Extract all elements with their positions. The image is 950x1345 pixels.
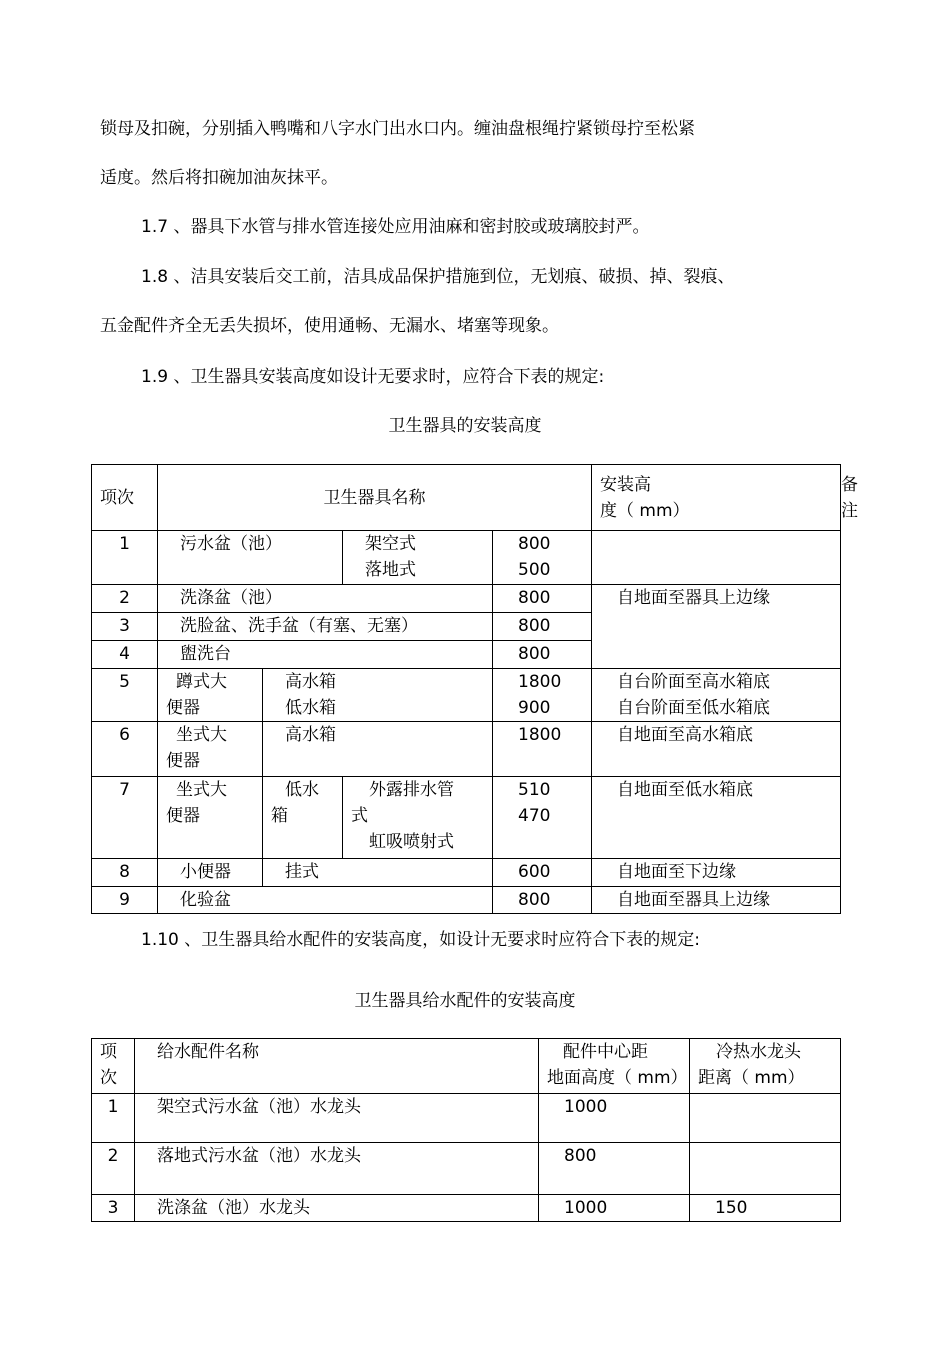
name-line1: 蹲式大 xyxy=(176,672,227,692)
drain-line1: 外露排水管 xyxy=(369,780,454,800)
table-row xyxy=(92,1143,841,1195)
row-no: 3 xyxy=(92,1195,135,1222)
subtype-line2: 落地式 xyxy=(365,560,416,580)
install-height: 800 xyxy=(493,641,592,669)
table-row xyxy=(92,585,841,613)
row-no: 8 xyxy=(92,859,158,887)
paragraph-1: 锁母及扣碗，分别插入鸭嘴和八字水门出水口内。缠油盘根绳拧紧锁母拧至松紧 xyxy=(100,119,695,139)
table-row xyxy=(92,669,841,722)
height-line2: 900 xyxy=(518,698,551,718)
name-line1: 坐式大 xyxy=(176,780,227,800)
fixture-drain-type xyxy=(343,777,493,859)
fixture-name: 小便器 xyxy=(158,859,263,887)
paragraph-1-8-cont: 五金配件齐全无丢失损坏，使用通畅、无漏水、堵塞等现象。 xyxy=(100,316,559,336)
installation-height-table xyxy=(91,464,858,914)
height-line2: 470 xyxy=(518,806,551,826)
fixture-subtype: 挂式 xyxy=(263,859,493,887)
fixture-name xyxy=(158,669,263,722)
paragraph-1-10: 1.10 、卫生器具给水配件的安装高度，如设计无要求时应符合下表的规定: xyxy=(141,930,700,950)
row-no: 3 xyxy=(92,613,158,641)
remark: 自地面至器具上边缘 xyxy=(592,585,841,669)
row-no: 2 xyxy=(92,585,158,613)
fixture-subtype: 高水箱 xyxy=(263,722,493,777)
paragraph-1-9: 1.9 、卫生器具安装高度如设计无要求时，应符合下表的规定: xyxy=(141,367,605,387)
paragraph-2: 适度。然后将扣碗加油灰抹平。 xyxy=(100,168,338,188)
row-no: 5 xyxy=(92,669,158,722)
tap-distance: 150 xyxy=(690,1195,841,1222)
table-row xyxy=(92,887,841,914)
fitting-name: 落地式污水盆（池）水龙头 xyxy=(135,1143,539,1195)
subtype-line1: 低水 xyxy=(285,780,319,800)
paragraph-1-7: 1.7 、器具下水管与排水管连接处应用油麻和密封胶或玻璃胶封严。 xyxy=(141,217,650,237)
row-no: 1 xyxy=(92,1094,135,1143)
row-no: 4 xyxy=(92,641,158,669)
fixture-subtype xyxy=(263,669,493,722)
header-no xyxy=(92,1039,135,1094)
height-line1: 510 xyxy=(518,780,551,800)
header-name: 卫生器具名称 xyxy=(158,465,592,531)
subtype-line1: 架空式 xyxy=(365,534,416,554)
install-height: 800 xyxy=(493,585,592,613)
subtype-line1: 高水箱 xyxy=(285,672,336,692)
table-row xyxy=(92,777,841,859)
remark xyxy=(592,531,841,585)
header-distance-line1: 冷热水龙头 xyxy=(716,1042,801,1062)
header-height-line2: 度（ mm） xyxy=(600,500,690,521)
height-line2: 500 xyxy=(518,560,551,580)
height-line1: 1800 xyxy=(518,672,562,692)
install-height: 600 xyxy=(493,859,592,887)
header-no-line1: 项 xyxy=(100,1042,117,1062)
remark: 自地面至低水箱底 xyxy=(592,777,841,859)
install-height: 800 xyxy=(493,613,592,641)
table-row xyxy=(92,722,841,777)
water-fitting-height-table xyxy=(91,1038,841,1222)
remark: 自地面至下边缘 xyxy=(592,859,841,887)
table-row xyxy=(92,1094,841,1143)
install-height: 800 xyxy=(493,887,592,914)
row-no: 1 xyxy=(92,531,158,585)
name-line2: 便器 xyxy=(166,806,200,826)
row-no: 6 xyxy=(92,722,158,777)
row-no: 2 xyxy=(92,1143,135,1195)
fitting-name: 架空式污水盆（池）水龙头 xyxy=(135,1094,539,1143)
remark-line1: 自台阶面至高水箱底 xyxy=(617,672,770,692)
fixture-name: 污水盆（池） xyxy=(158,531,343,585)
header-center-line1: 配件中心距 xyxy=(563,1042,648,1062)
fixture-subtype xyxy=(263,777,343,859)
table-row xyxy=(92,859,841,887)
drain-line2: 式 xyxy=(351,806,368,826)
fixture-name: 洗涤盆（池） xyxy=(158,585,493,613)
install-height xyxy=(493,531,592,585)
drain-line3: 虹吸喷射式 xyxy=(369,832,454,852)
table1-caption: 卫生器具的安装高度 xyxy=(388,416,542,436)
header-height xyxy=(592,465,841,531)
tap-distance xyxy=(690,1143,841,1195)
remark: 自地面至高水箱底 xyxy=(592,722,841,777)
fixture-name: 化验盆 xyxy=(158,887,493,914)
fixture-name: 洗脸盆、洗手盆（有塞、无塞） xyxy=(158,613,493,641)
fixture-name: 盥洗台 xyxy=(158,641,493,669)
header-fitting-name: 给水配件名称 xyxy=(135,1039,539,1094)
table-header-row: 项次 卫生器具名称 安装高 度（ mm） 备注 xyxy=(92,465,841,531)
table-row xyxy=(92,531,841,585)
subtype-line2: 箱 xyxy=(271,806,288,826)
tap-distance xyxy=(690,1094,841,1143)
table-header-row xyxy=(92,1039,841,1094)
install-height xyxy=(493,669,592,722)
name-line1: 坐式大 xyxy=(176,725,227,745)
height-line1: 800 xyxy=(518,534,551,554)
header-no: 项次 xyxy=(92,465,158,531)
row-no: 9 xyxy=(92,887,158,914)
center-height: 1000 xyxy=(539,1195,690,1222)
paragraph-1-8: 1.8 、洁具安装后交工前，洁具成品保护措施到位，无划痕、破损、掉、裂痕、 xyxy=(141,267,735,287)
name-line2: 便器 xyxy=(166,698,200,718)
remark-line2: 自台阶面至低水箱底 xyxy=(617,698,770,718)
header-no-line2: 次 xyxy=(100,1068,117,1088)
install-height xyxy=(493,777,592,859)
header-height-line1: 安装高 xyxy=(600,474,651,495)
row-no: 7 xyxy=(92,777,158,859)
table2-caption: 卫生器具给水配件的安装高度 xyxy=(354,991,576,1011)
fixture-name xyxy=(158,722,263,777)
name-line2: 便器 xyxy=(166,751,200,771)
header-center-height xyxy=(539,1039,690,1094)
center-height: 800 xyxy=(539,1143,690,1195)
remark xyxy=(592,669,841,722)
install-height: 1800 xyxy=(493,722,592,777)
subtype-line2: 低水箱 xyxy=(285,698,336,718)
fixture-subtype xyxy=(343,531,493,585)
fixture-name xyxy=(158,777,263,859)
fitting-name: 洗涤盆（池）水龙头 xyxy=(135,1195,539,1222)
header-tap-distance xyxy=(690,1039,841,1094)
header-distance-line2: 距离（ mm） xyxy=(698,1068,805,1088)
remark: 自地面至器具上边缘 xyxy=(592,887,841,914)
center-height: 1000 xyxy=(539,1094,690,1143)
header-center-line2: 地面高度（ mm） xyxy=(547,1068,688,1088)
table-row xyxy=(92,1195,841,1222)
